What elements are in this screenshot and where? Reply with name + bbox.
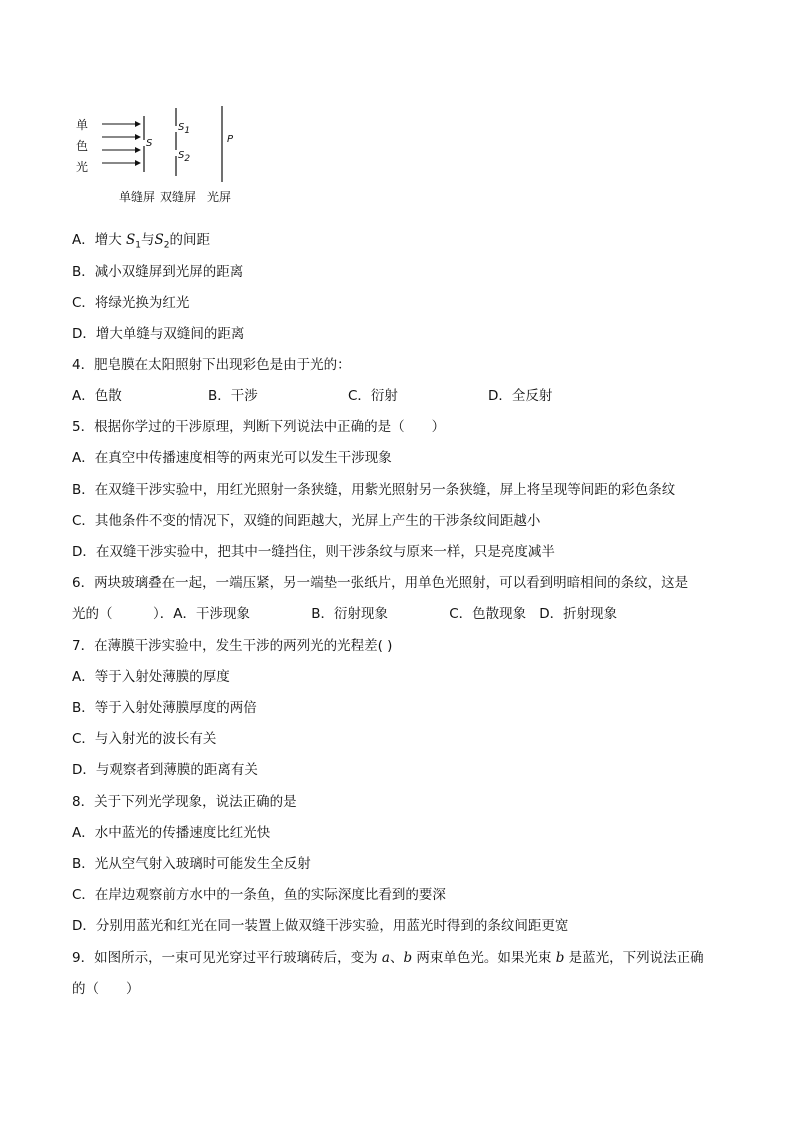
- double-slit-diagram: [72, 106, 262, 206]
- q6-option-d: D．折射现象: [539, 606, 618, 622]
- q8-option-d: D．分别用蓝光和红光在同一装置上做双缝干涉实验，用蓝光时得到的条纹间距更宽: [72, 918, 569, 934]
- q5-option-c: C．其他条件不变的情况下，双缝的间距越大，光屏上产生的干涉条纹间距越小: [72, 513, 541, 529]
- q9-stem-line1: 9．如图所示，一束可见光穿过平行玻璃砖后，变为 a、b 两束单色光。如果光束 b 是蓝光，下列说法正确: [72, 950, 704, 966]
- q3-option-b: B．减小双缝屏到光屏的距离: [72, 264, 244, 280]
- q8-option-c: C．在岸边观察前方水中的一条鱼，鱼的实际深度比看到的要深: [72, 887, 446, 903]
- q6-stem-line2: 光的（ ）．A．干涉现象 B．衍射现象 C．色散现象 D．折射现象: [72, 602, 617, 622]
- caption-double-slit-screen: 双缝屏: [160, 190, 197, 204]
- q3-option-c: C．将绿光换为红光: [72, 295, 190, 311]
- q6-option-a: A．干涉现象: [173, 606, 250, 622]
- q7-stem: 7．在薄膜干涉实验中，发生干涉的两列光的光程差( ): [72, 638, 393, 654]
- caption-light-screen: 光屏: [207, 190, 232, 204]
- q9-stem-line2: 的（ ）: [72, 981, 140, 997]
- q5-option-a: A．在真空中传播速度相等的两束光可以发生干涉现象: [72, 450, 392, 466]
- screen-p-label: P: [227, 134, 234, 145]
- q5-option-b: B．在双缝干涉实验中，用红光照射一条狭缝，用紫光照射另一条狭缝，屏上将呈现等间距的彩色条纹: [72, 482, 676, 498]
- q4-stem: 4．肥皂膜在太阳照射下出现彩色是由于光的：: [72, 357, 351, 373]
- q7-option-b: B．等于入射处薄膜厚度的两倍: [72, 700, 257, 716]
- q5-stem: 5．根据你学过的干涉原理，判断下列说法中正确的是（ ）: [72, 419, 446, 435]
- q8-option-b: B．光从空气射入玻璃时可能发生全反射: [72, 856, 311, 872]
- q4-option-a: A．色散: [72, 388, 122, 404]
- q4-option-c: C．衍射: [348, 388, 398, 404]
- q8-option-a: A．水中蓝光的传播速度比红光快: [72, 825, 271, 841]
- q7-option-d: D．与观察者到薄膜的距离有关: [72, 762, 258, 778]
- q5-option-d: D．在双缝干涉实验中，把其中一缝挡住，则干涉条纹与原来一样，只是亮度减半: [72, 544, 555, 560]
- slit-s2-label: $S_2$: [178, 150, 191, 164]
- q6-option-b: B．衍射现象: [311, 606, 389, 622]
- q4-option-d: D．全反射: [488, 388, 553, 404]
- q8-stem: 8．关于下列光学现象，说法正确的是: [72, 794, 297, 810]
- q3-option-d: D．增大单缝与双缝间的距离: [72, 326, 245, 342]
- slit-s-label: S: [146, 138, 153, 149]
- slit-s1-label: $S_1$: [178, 122, 191, 136]
- q7-option-a: A．等于入射处薄膜的厚度: [72, 669, 230, 685]
- caption-single-slit-screen: 单缝屏: [119, 190, 156, 204]
- q4-option-b: B．干涉: [208, 388, 258, 404]
- q4-options: [72, 384, 552, 404]
- light-label-2: 色: [76, 139, 89, 153]
- q6-stem-line1: 6．两块玻璃叠在一起，一端压紧，另一端垫一张纸片，用单色光照射，可以看到明暗相间的条纹，这是: [72, 575, 689, 591]
- q6-option-c: C．色散现象: [449, 606, 527, 622]
- q7-option-c: C．与入射光的波长有关: [72, 731, 217, 747]
- light-label-1: 单: [76, 118, 89, 132]
- light-label-3: 光: [76, 160, 89, 174]
- q3-option-a: A．增大 $S_1$与$S_2$的间距: [72, 232, 210, 251]
